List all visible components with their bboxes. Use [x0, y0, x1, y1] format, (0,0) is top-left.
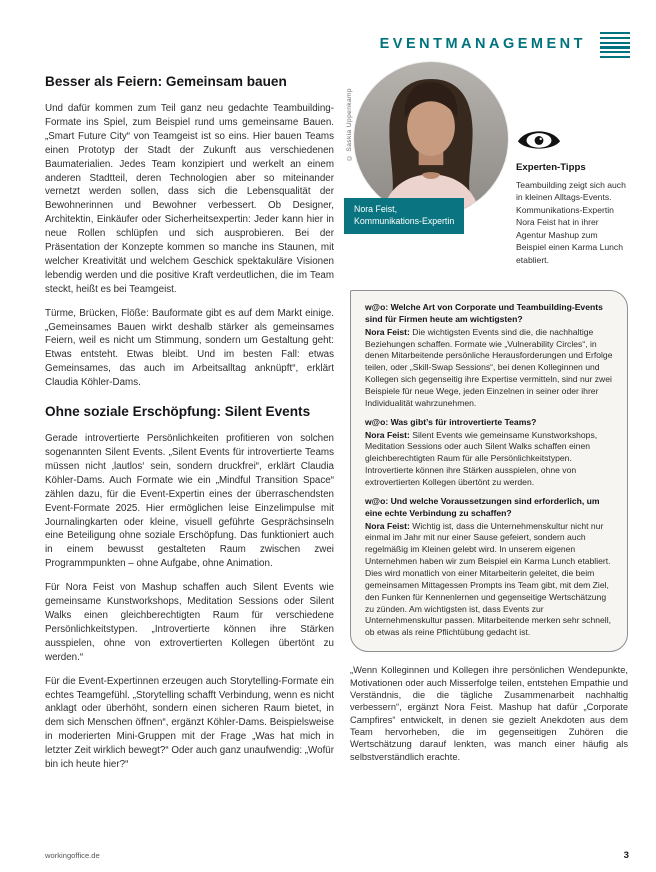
- interview-speaker: Nora Feist:: [365, 326, 410, 337]
- interview-question: w@o: Was gibt’s für introvertierte Teams?: [365, 416, 537, 427]
- footer-site-url: workingoffice.de: [45, 851, 100, 860]
- expert-role: Kommunikations-Expertin: [354, 216, 455, 227]
- interview-answer: Nora Feist: Silent Events wie gemeinsame Kunstworkshops, Meditation Sessions oder auch Silent Walks schaffen einen gleichberechtigten Raum für alle Persönlichkeitstypen. Introvertierte können ihre Stärken ausspielen, ohne von extrovertierten Kollegen übertönt zu werden.: [365, 429, 598, 488]
- page-header: [380, 30, 630, 58]
- section-label: EVENTMANAGEMENT: [379, 36, 586, 53]
- body-paragraph: Für die Event-Expertinnen erzeugen auch Storytelling-Formate ein echtes Teamgefühl. „Storytelling schafft Verbindung, wenn es nicht anklagt oder überhöht, sondern einen sicheren Raum bietet, in dem sich Menschen öffnen“, ergänzt Köhler-Dams. Beispielsweise in moderierten Mini-Gruppen mit der Frage „Was hat mich in letzter Zeit wirklich bewegt?“ Oder auch ganz unaufwendig: „Wofür bin ich heute hier?“: [45, 675, 334, 771]
- article-column: [45, 74, 334, 782]
- tips-intro: Teambuilding zeigt sich auch in kleinen Alltags-Events. Kommunikations-Expertin Nora Feist hat in ihrer Agentur Mashup zum Beispiel einen Karma Lunch etabliert.: [516, 180, 626, 265]
- interview-answer: Nora Feist: Die wichtigsten Events sind die, die nachhaltige Beziehungen schaffen. Formate wie „Vulnerability Circles“, in denen Mitarbeitende persönliche Herausforderungen und Erfolge teilen, oder „Skill-Swap Sessions“, bei denen Kolleginnen und Kollegen sich gegenseitig ihre Expertise vermitteln, sind nur zwei Beispiele für neue Wege, jeden Einzelnen in seiner oder ihrer Individualität wahrzunehmen.: [365, 326, 613, 408]
- expert-column: [346, 58, 628, 772]
- tips-title: Experten-Tipps: [516, 162, 586, 173]
- closing-paragraph: „Wenn Kolleginnen und Kollegen ihre persönlichen Wendepunkte, Motivationen oder auch Misserfolge teilen, entstehen Empathie und Verständnis, die die tägliche Zusammenarbeit nachhaltig verbessern“, ergänzt Nora Feist. Mashup hat dafür „Corporate Campfires“ entwickelt, in denen sie gezielt Anekdoten aus dem Team hervorheben, die im gegenseitigen Zuhören die Wertschätzung darauf lenkten, was manch einer häufig als selbstverständlich erachte.: [350, 665, 628, 762]
- body-paragraph: Türme, Brücken, Flöße: Bauformate gibt es auf dem Markt einige. „Gemeinsames Bauen wirkt deshalb stärker als gemeinsames Feiern, weil es nicht um Stimmung, sondern um Gestaltung geht: Etwas entsteht. Etwas bleibt. Und im besten Fall: etwas Gemeinsames, das auch im Arbeitsalltag anknüpft“, erklärt Claudia Köhler-Dams.: [45, 307, 334, 389]
- body-paragraph: Für Nora Feist von Mashup schaffen auch Silent Events wie gemeinsame Kunstworkshops, Meditation Sessions oder Silent Walks einen gleichberechtigten Raum für verschiedene Persönlichkeitstypen. „Introvertierte können ihre Stärken ausspielen, ohne von extrovertierten Kollegen übertönt zu werden.“: [45, 582, 334, 663]
- interview-speaker: Nora Feist:: [365, 429, 410, 440]
- expert-tips-block: [516, 126, 628, 266]
- interview-box: [350, 290, 628, 652]
- body-paragraph: Gerade introvertierte Persönlichkeiten profitieren von solchen sogenannten Silent Events. „Silent Events für introvertierte Teams müssen nicht ‚lautlos‘ sein, sondern druckfrei“, erklärt Claudia Köhler-Dams. Auch Formate wie ein „Mindful Transition Space“ zählen dazu, für die Event-Expertin eines der überraschendsten Event-Formate 2025. Hier ermöglichen leise Einzelimpulse mit Journalingkarten oder kleine, visuell geführte Gesprächsinseln eine Beteiligung ohne soziale Erschöpfung. Das funktioniert auch in einem bewusst gestalteten Raum zwischen zwei Programmpunkten – ohne Aufgabe, ohne Animation.: [45, 433, 334, 570]
- portrait-photo: [354, 62, 508, 216]
- page-number: 3: [623, 850, 629, 861]
- body-paragraph: Und dafür kommen zum Teil ganz neu gedachte Teambuilding-Formate ins Spiel, zum Beispiel rund ums gemeinsame Bauen. „Smart Future City“ von Teamgeist ist so eins. Hier bauen Teams einen Prototyp der Stadt der Zukunft aus verschiedenen Baumaterialien. Jedes Team konzipiert und werkelt an einem anderen Stadtteil, deren Technologien aber so miteinander vernetzt werden sollen, dass sich die Lebensqualität der Bewohnerinnen und Bewohner verbessert. Ob Designer, Architektin, Einkäufer oder Sicherheitsexpertin: Jeder kann hier in neue Rollen schlüpfen und sich ausprobieren. Bei der Präsentation der Konzepte kommen so manche ins Staunen, mit welcher Kreativität und welchem Geschick spektakuläre Visionen lebendig werden und die positive Kraft verdeutlichen, die im Team steckt, heißt es bei Teamgeist.: [45, 102, 334, 295]
- interview-answer: Nora Feist: Wichtig ist, dass die Unternehmenskultur nicht nur einmal im Jahr mit nur einer Sause gefeiert, sondern auch regelmäßig im Kleinen gelebt wird. In unserem eigenen Unternehmen haben wir zum Beispiel ein Karma Lunch etabliert. Dies wird monatlich von einer Mitarbeiterin geleitet, die beim gemeinsamen Mittagessen Prompts ins Team gibt, mit dem Ziel, den Funken für Kennenlernen und gegenseitige Wertschätzung zu zünden. Am wichtigsten ist, dass Events zur Unternehmenskultur passen. Mitarbeitende merken sehr schnell, ob etwas als reine Pflichtübung gedacht ist.: [365, 520, 612, 638]
- section-heading-building: Besser als Feiern: Gemeinsam bauen: [45, 74, 287, 89]
- interview-question: w@o: Und welche Voraussetzungen sind erforderlich, um eine echte Verbindung zu schaffen?: [365, 495, 600, 518]
- interview-speaker: Nora Feist:: [365, 520, 410, 531]
- eye-icon: [516, 126, 628, 153]
- expert-photo-region: [346, 58, 628, 290]
- photo-credit: © Saskia Uppenkamp: [346, 88, 353, 162]
- interview-question: w@o: Welche Art von Corporate und Teambuilding-Events sind für Firmen heute am wichtigsten?: [365, 302, 603, 324]
- expert-name-badge: [344, 198, 464, 234]
- expert-name: Nora Feist,: [354, 204, 398, 214]
- section-heading-silent-events: Ohne soziale Erschöpfung: Silent Events: [45, 404, 311, 420]
- stacked-lines-icon: [600, 30, 630, 58]
